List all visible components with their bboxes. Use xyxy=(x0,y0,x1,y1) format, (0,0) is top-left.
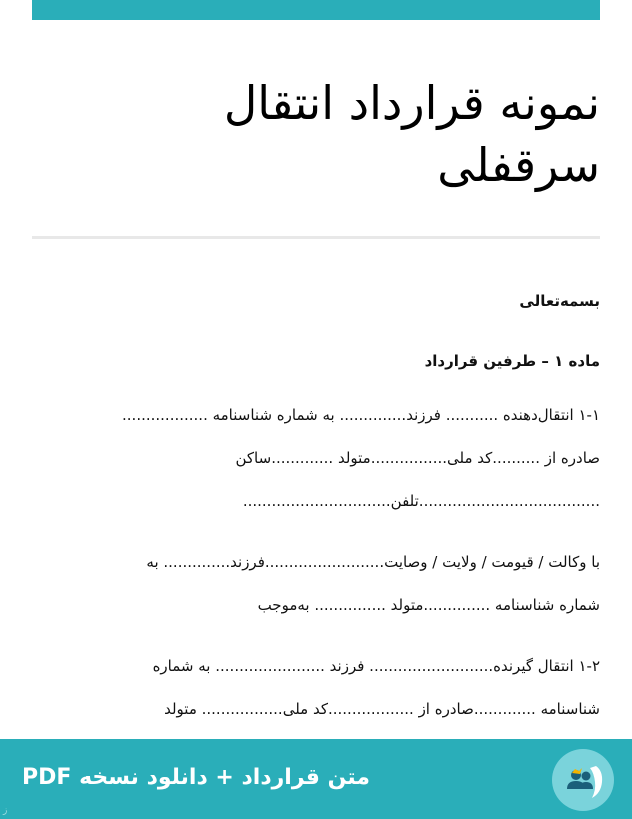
title-divider xyxy=(32,236,600,239)
paragraph-line: ۱-۲ انتقال گیرنده.......................... فرزند ....................... به شماره xyxy=(152,657,600,675)
paragraph-line: شماره شناسنامه ..............متولد ............... به‌موجب xyxy=(257,596,600,614)
document-body xyxy=(32,20,600,731)
paragraph-line: شناسنامه .............صادره از ..................کد ملی................. متولد xyxy=(164,700,600,718)
users-icon[interactable] xyxy=(552,749,614,811)
top-accent-bar xyxy=(32,0,600,20)
salutation: بسمه‌تعالی xyxy=(519,292,600,310)
download-pdf-label[interactable]: متن قرارداد + دانلود نسخه PDF xyxy=(22,765,370,790)
paragraph-line: صادره از ..........کد ملی................متولد .............ساکن xyxy=(235,449,600,467)
paragraph-line: ......................................تلفن............................... xyxy=(242,492,600,510)
paragraph-transferee xyxy=(32,645,600,731)
page-title xyxy=(32,72,600,196)
article-1-heading: ماده ۱ – طرفین قرارداد xyxy=(424,352,600,370)
paragraph-line: با وکالت / قیومت / ولایت / وصایت.........................فرزند.............. به xyxy=(146,553,600,571)
paragraph-line: ۱-۱ انتقال‌دهنده ........... فرزند.............. به شماره شناسنامه .................. xyxy=(122,406,600,424)
paragraph-transferor xyxy=(32,394,600,523)
title-line-1: نمونه قرارداد انتقال xyxy=(223,76,600,130)
download-pdf-banner[interactable] xyxy=(0,739,632,819)
title-line-2: سرقفلی xyxy=(437,138,600,192)
paragraph-representation xyxy=(32,541,600,627)
corner-mark: ز xyxy=(3,806,8,816)
